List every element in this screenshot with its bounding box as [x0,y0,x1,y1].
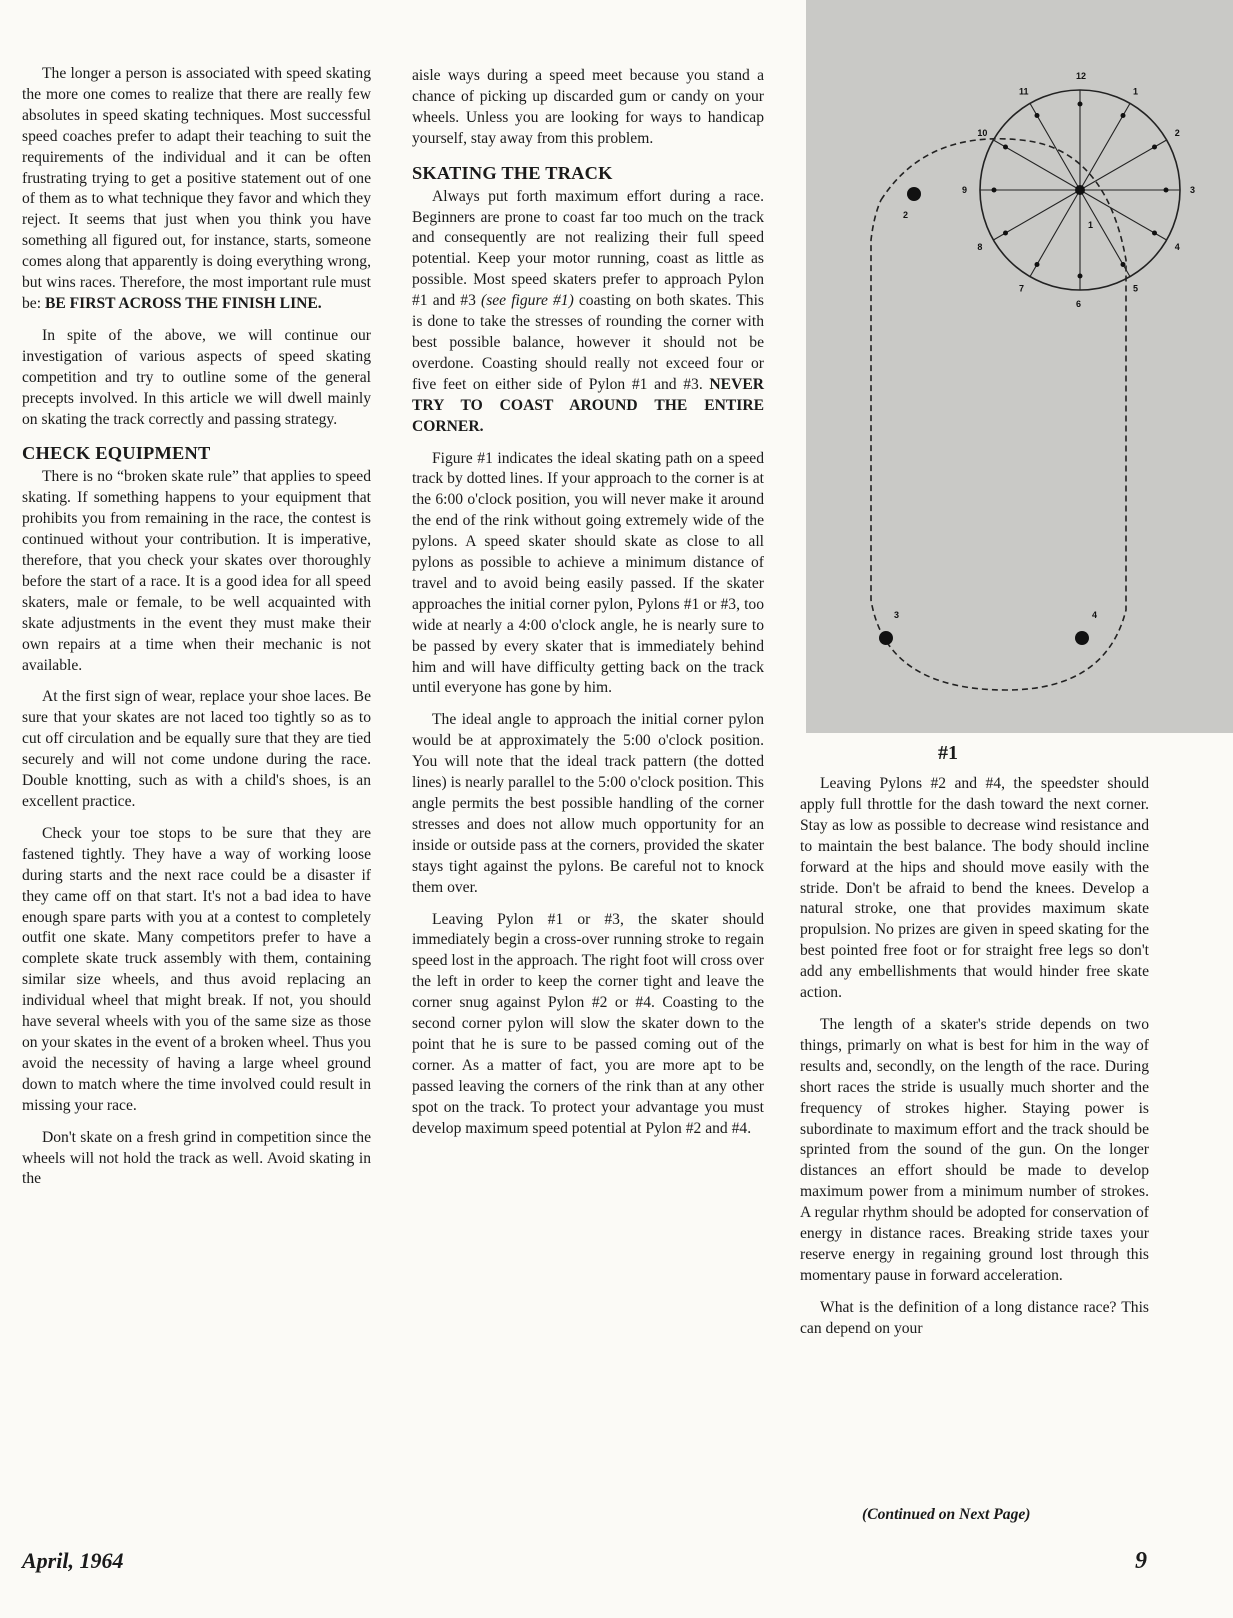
track-diagram-svg [806,0,1233,733]
footer-date: April, 1964 [22,1548,124,1573]
pylon-1 [907,187,921,201]
paragraph: The longer a person is associated with speed skating the more one comes to realize that there are really few absolutes in speed skating techniques. Most successful speed coaches prefer to adapt their teaching to suit the requirements of the individual and it can be often frustrating trying to get a positive statement out of one of them as to what technique they favor and which they reject. It seems that just when you think you have something all figured out, for instance, starts, someone comes along that apparently is doing everything wrong, but wins races. Therefore, the most important rule must be: BE FIRST ACROSS THE FINISH LINE. [22,65,371,312]
clock-hour-dot [992,188,997,193]
clock-hour-label: 4 [1174,242,1180,252]
clock-hour-label: 5 [1133,283,1139,294]
clock-hour-dot [1121,113,1126,118]
clock-hour-dot [1152,145,1157,150]
clock-hour-dot [1121,262,1126,267]
clock-hour-label: 3 [1190,185,1196,195]
paragraph: There is no “broken skate rule” that applies to speed skating. If something happens to your equipment that prohibits you from remaining in the race, the contest is continued without your contribution. It is imperative, therefore, that you check your skates over thoroughly before the start of a race. It is a good idea for all speed skaters, male or female, to be well acquainted with skate adjustments in the event they must make their own repairs at a time when their mechanic is not available. [22,468,371,674]
paragraph: aisle ways during a speed meet because you stand a chance of picking up discarded gum or candy on your wheels. Unless you are looking for ways to handicap yourself, stay away from this problem. [412,67,764,147]
clock-hour-dot [1035,262,1040,267]
pylon-label-1: 2 [903,210,909,220]
paragraph: Always put forth maximum effort during a race. Beginners are prone to coast far too much on the track and consequently are not realizing their full speed potential. Keep your motor running, coast as little as possible. Most speed skaters prefer to approach Pylon #1 and #3 (see figure #1) coasting on both skates. This is done to take the stresses of rounding the corner with best possible balance, however it should not be overdone. Coasting should really not exceed four or five feet on either side of Pylon #1 and #3. NEVER TRY TO COAST AROUND THE ENTIRE CORNER. [412,187,764,435]
paragraph: The ideal angle to approach the initial corner pylon would be at approximately the 5:00 o'clock position. You will note that the ideal track pattern (the dotted lines) is nearly parallel to the 5:00 o'clock position. This angle permits the best possible handling of the corner stresses and does not allow much opportunity for an inside or outside pass at the corners, provided the skater stays tight against the pylons. Be careful not to knock them over. [412,711,764,896]
heading-skating-the-track: SKATING THE TRACK [412,162,613,183]
clock-hour-label: 6 [1076,299,1082,309]
paragraph: Figure #1 indicates the ideal skating path on a speed track by dotted lines. If your approach to the corner is at the 6:00 o'clock position, you will never make it around the end of the rink without going extremely wide of the pylons. A speed skater should skate as close to all pylons as possible to achieve a minimum distance of travel and to avoid being easily passed. If the skater approaches the initial corner pylon, Pylons #1 or #3, too wide at nearly a 4:00 o'clock angle, he is nearly sure to be passed by every skater that is immediately behind him and will have difficulty getting back on the track until everyone has gone by him. [412,449,764,697]
clock-hour-label: 11 [1019,86,1029,97]
clock-hour-label: 10 [977,128,988,138]
clock-hour-dot [1078,274,1083,279]
column-3 [800,774,1149,1351]
paragraph: In spite of the above, we will continue our investigation of various aspects of speed skating competition and try to outline some of the general precepts involved. In this article we will dwell mainly on skating the track correctly and passing strategy. [22,326,371,428]
clock-hour-label: 9 [962,185,968,195]
clock-hour-dot [1152,231,1157,236]
page-number: 9 [1135,1548,1147,1574]
paragraph: Check your toe stops to be sure that they are fastened tightly. They have a way of working loose during starts and the next race could be a disaster if they came off on that start. It's not a bad idea to have enough spare parts with you at a contest to completely outfit one skate. Many competitors prefer to have a complete skate truck assembly with them, containing similar size wheels, and thus avoid replacing an individual wheel that might break. If not, you should have several wheels with you of the same size as those on your skates in the event of a broken wheel. Thus you avoid the necessity of having a large wheel ground down to match where the time involved could result in missing your race. [22,824,371,1114]
clock-hour-dot [1035,113,1040,118]
pylon-3 [879,631,893,645]
clock-hour-dot [1078,102,1083,107]
pylon-label-3: 3 [894,610,900,620]
clock-hour-label: 12 [1076,71,1087,81]
column-1 [22,64,371,1201]
pylon-4 [1075,631,1089,645]
figure-caption: #1 [938,742,958,764]
heading-check-equipment: CHECK EQUIPMENT [22,443,211,464]
paragraph: Don't skate on a fresh grind in competition since the wheels will not hold the track as well. Avoid skating in the [22,1128,371,1188]
figure-track-diagram [806,0,1233,733]
paragraph: Leaving Pylon #1 or #3, the skater should immediately begin a cross-over running stroke to regain speed lost in the approach. The right foot will cross over the left in order to keep the corner tight and leave the corner snug against Pylon #2 or #4. Coasting to the second corner pylon will slow the skater down to the point that he is sure to be passed coming out of the corner. As a matter of fact, you are more apt to be passed leaving the corners of the rink than at any other spot on the track. To protect your advantage you must develop maximum speed potential at Pylon #2 and #4. [412,910,764,1137]
paragraph: At the first sign of wear, replace your shoe laces. Be sure that your skates are not laced too tightly so as to cut off circulation and be equally sure that they are tied securely and will not come undone during the race. Double knotting, such as with a child's shoes, is an excellent practice. [22,688,371,810]
clock-hour-dot [1003,145,1008,150]
clock-hour-label: 7 [1019,283,1025,294]
paragraph: The length of a skater's stride depends on two things, primarly on what is best for him in the way of results and, secondly, on the length of the race. During short races the stride is usually much shorter and the frequency of strokes higher. Staying power is subordinate to maximum effort and the track should be sprinted from the sound of the gun. On the longer distances an effort should be made to develop maximum power from a minimum number of strokes. A regular rhythm should be adopted for conservation of energy in distance races. Breaking stride taxes your reserve energy in regaining ground lost through this momentary pause in forward acceleration. [800,1015,1149,1284]
pylon-label-4: 4 [1092,610,1098,620]
column-2 [412,66,764,1151]
clock-hour-label: 8 [977,242,983,252]
pylon-label-center: 1 [1088,220,1094,230]
clock-face [962,71,1195,309]
clock-hour-label: 1 [1133,86,1139,97]
paragraph: Leaving Pylons #2 and #4, the speedster should apply full throttle for the dash toward the next corner. Stay as low as possible to decrease wind resistance and to maintain the best balance. The body should incline forward at the hips and should move easily with the stride. Don't be afraid to bend the knees. Develop a natural stroke, one that provides maximum skate propulsion. No prizes are given in speed skating for the best pointed free foot or for straight free legs so don't add any embellishments that would hinder free skate action. [800,775,1149,1002]
continued-note: (Continued on Next Page) [862,1506,1031,1523]
clock-hour-dot [1164,188,1169,193]
clock-hour-dot [1003,231,1008,236]
paragraph: What is the definition of a long distance race? This can depend on your [800,1298,1149,1337]
clock-hour-label: 2 [1174,128,1180,138]
